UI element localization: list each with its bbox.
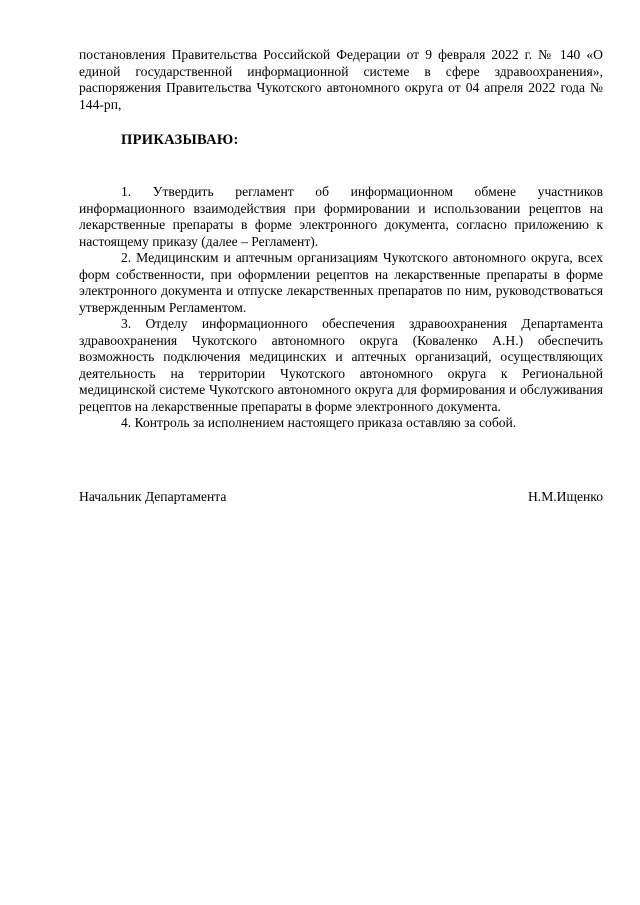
- signatory-name: Н.М.Ищенко: [527, 489, 603, 504]
- order-item-4: 4. Контроль за исполнением настоящего приказа оставляю за собой.: [121, 415, 517, 430]
- signatory-position: Начальник Департамента: [79, 489, 227, 504]
- order-item-2: 2. Медицинским и аптечным организациям Чукотского автономного округа, всех форм собственности, при оформлении рецептов на лекарственные препараты в форме электронного документа и отпуске лекарственных препаратов по ним, руководствоваться утвержденным Регламентом.: [79, 250, 603, 315]
- order-heading: ПРИКАЗЫВАЮ:: [121, 132, 239, 148]
- order-items-list: [79, 184, 603, 432]
- order-item-1: 1. Утвердить регламент об информационном обмене участников информационного взаимодействия при формировании и использовании рецептов на лекарственные препараты в форме электронного документа, согласно приложению к настоящему приказу (далее – Регламент).: [79, 184, 603, 249]
- order-item-3: 3. Отделу информационного обеспечения здравоохранения Департамента здравоохранения Чукотского автономного округа (Коваленко А.Н.) обеспечить возможность подключения медицинских и аптечных организаций, осуществляющих деятельность на территории Чукотского автономного округа к Региональной медицинской системе Чукотского автономного округа для формирования и обслуживания рецептов на лекарственные препараты в форме электронного документа.: [79, 316, 603, 414]
- intro-paragraph: постановления Правительства Российской Федерации от 9 февраля 2022 г. № 140 «О единой государственной информационной системе в сфере здравоохранения», распоряжения Правительства Чукотского автономного округа от 04 апреля 2022 года № 144-рп,: [79, 47, 603, 112]
